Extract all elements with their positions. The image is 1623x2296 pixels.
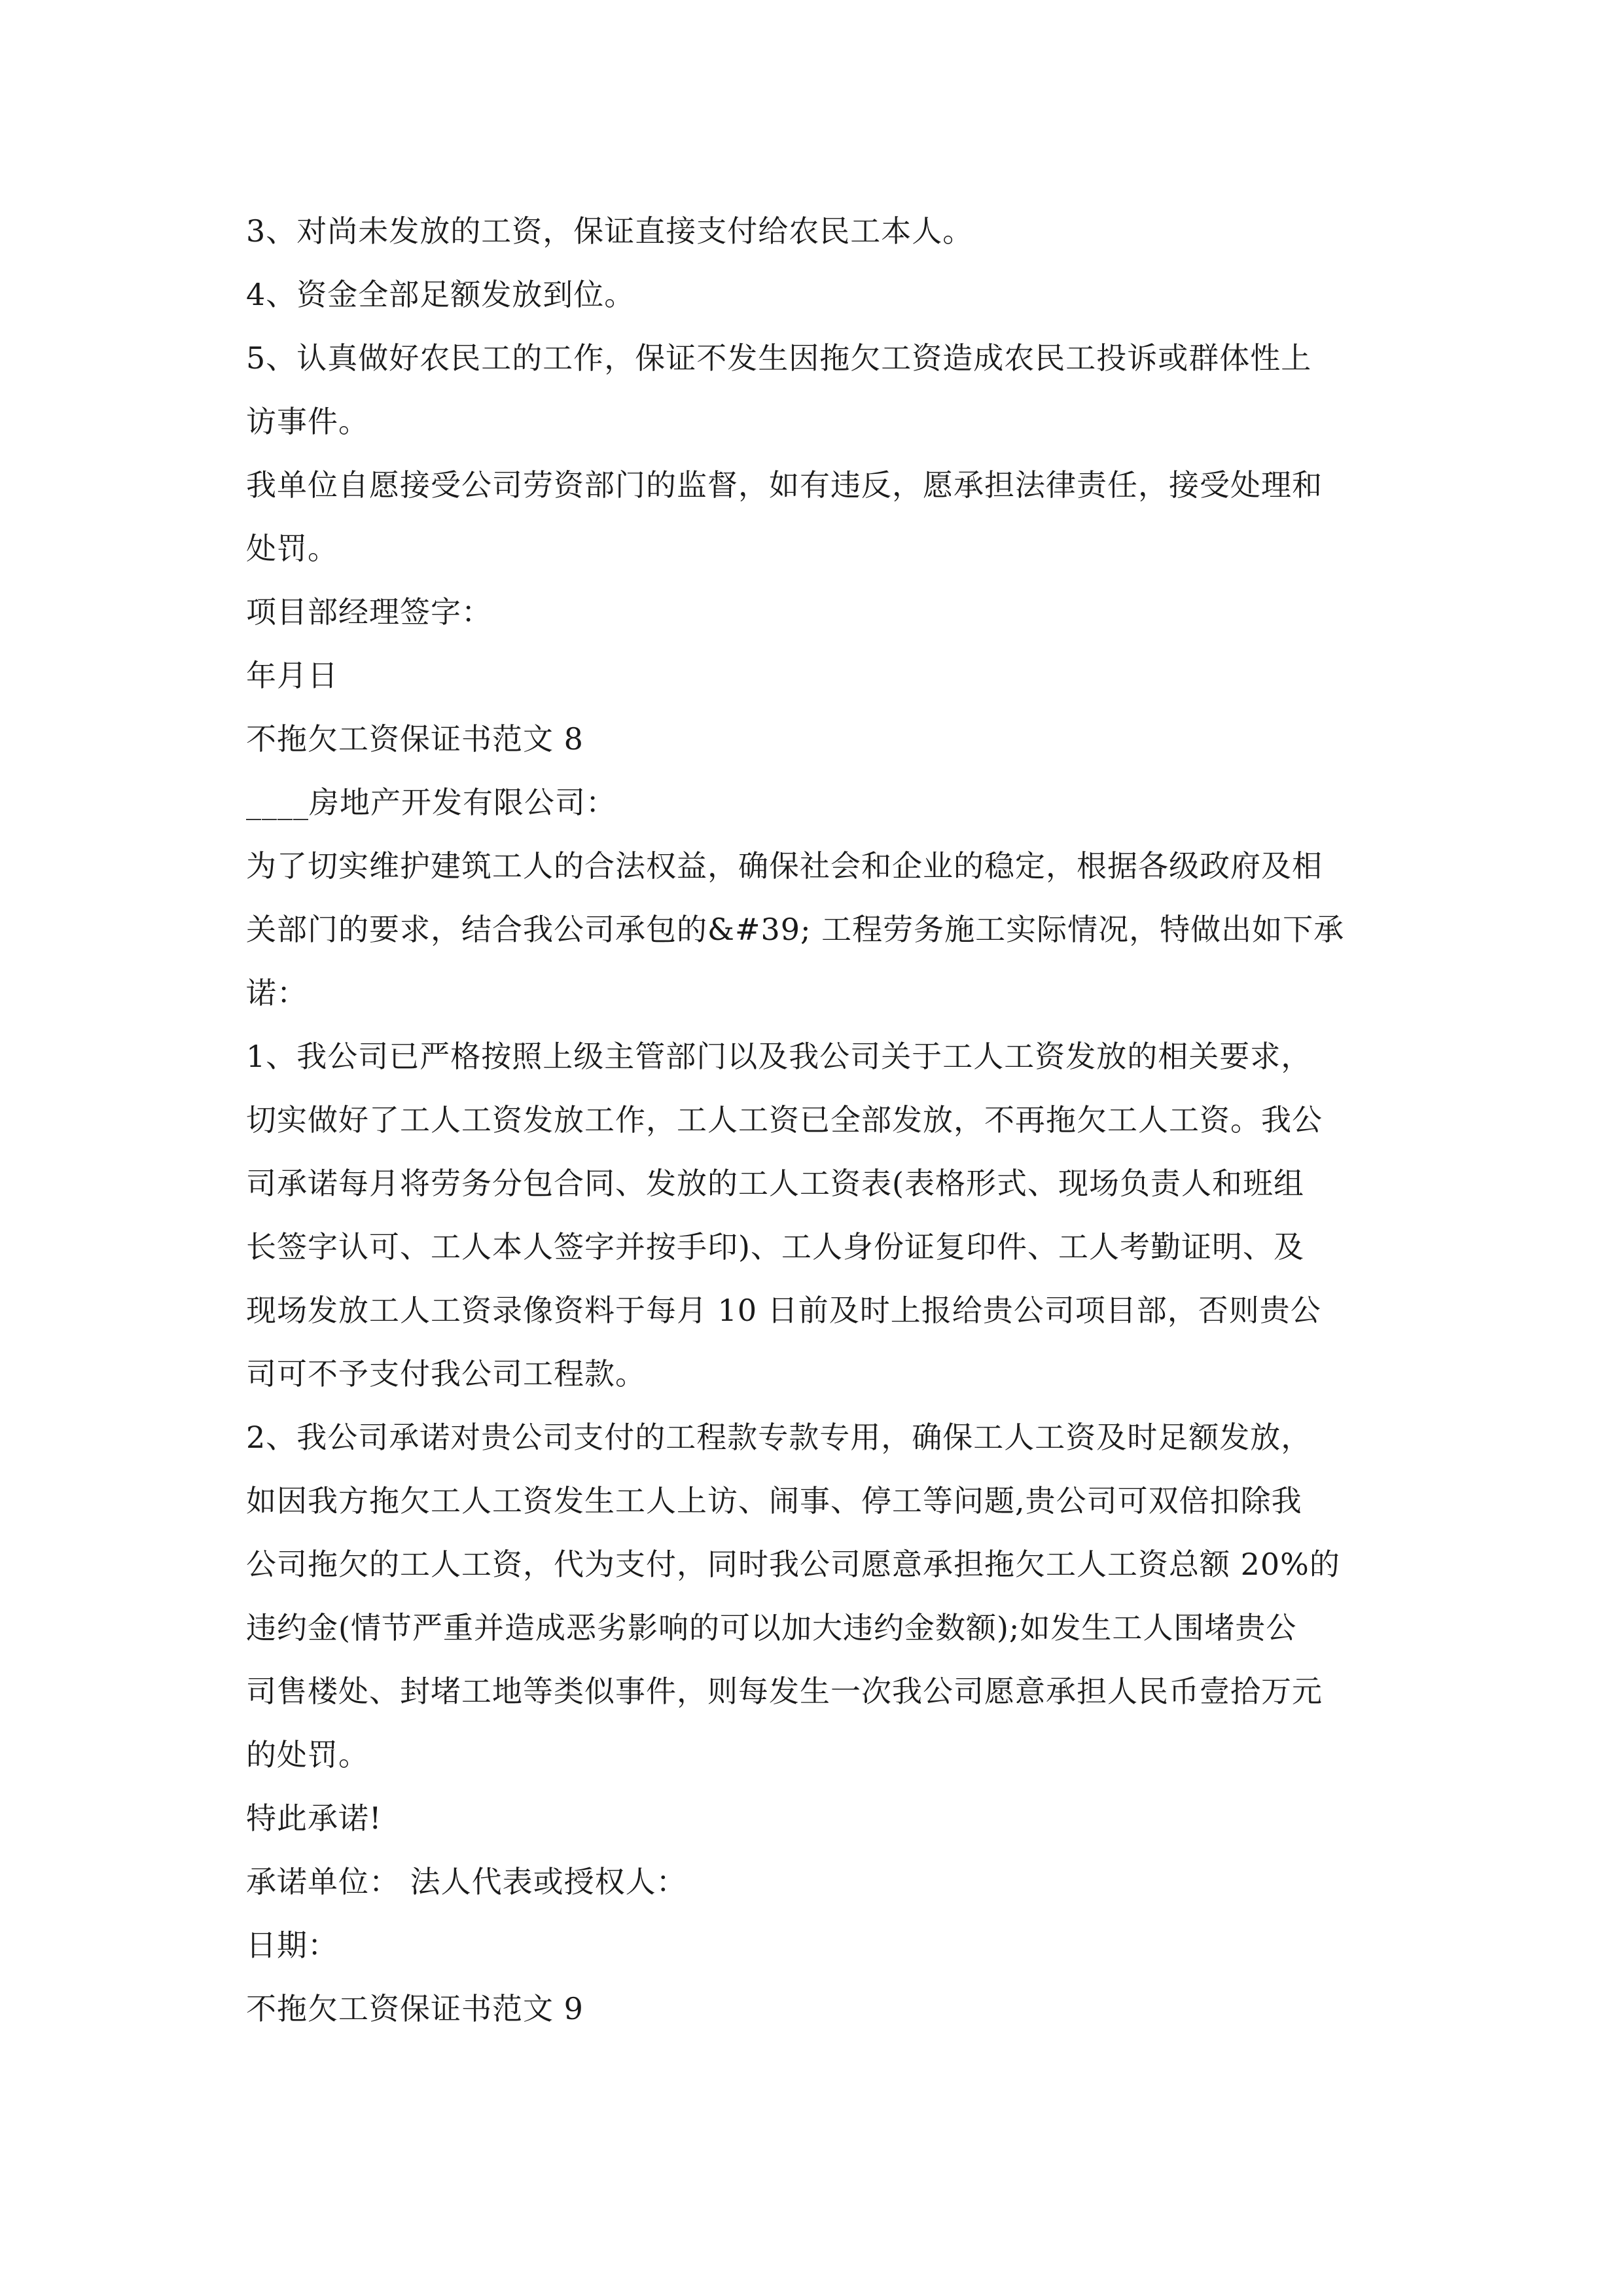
supervision-statement-line-1: 我单位自愿接受公司劳资部门的监督，如有违反，愿承担法律责任，接受处理和 (246, 467, 1323, 503)
clause-1-line-1: 1、我公司已严格按照上级主管部门以及我公司关于工人工资发放的相关要求， (246, 1039, 1312, 1074)
clause-2-line-5: 司售楼处、封堵工地等类似事件，则每发生一次我公司愿意承担人民币壹拾万元 (246, 1674, 1323, 1709)
item-3-line: 3、对尚未发放的工资，保证直接支付给农民工本人。 (246, 213, 974, 249)
intro-paragraph-line-1: 为了切实维护建筑工人的合法权益，确保社会和企业的稳定，根据各级政府及相 (246, 848, 1323, 884)
manager-signature-label: 项目部经理签字： (246, 594, 492, 630)
clause-2-line-2: 如因我方拖欠工人工资发生工人上访、闹事、停工等问题,贵公司可双倍扣除我 (246, 1483, 1302, 1518)
clause-1-line-2: 切实做好了工人工资发放工作，工人工资已全部发放，不再拖欠工人工资。我公 (246, 1102, 1323, 1138)
item-5-line-1: 5、认真做好农民工的工作，保证不发生因拖欠工资造成农民工投诉或群体性上 (246, 340, 1312, 376)
clause-1-line-6: 司可不予支付我公司工程款。 (246, 1356, 646, 1391)
signatory-labels: 承诺单位： 法人代表或授权人： (246, 1864, 687, 1899)
clause-2-line-3: 公司拖欠的工人工资，代为支付，同时我公司愿意承担拖欠工人工资总额 20%的 (246, 1547, 1340, 1582)
date-field-label: 日期： (246, 1928, 338, 1963)
item-4-line: 4、资金全部足额发放到位。 (246, 277, 635, 312)
clause-1-line-4: 长签字认可、工人本人签字并按手印)、工人身份证复印件、工人考勤证明、及 (246, 1229, 1304, 1265)
addressee-line: ____房地产开发有限公司： (246, 785, 616, 820)
document-body (246, 200, 1385, 2041)
clause-2-line-1: 2、我公司承诺对贵公司支付的工程款专款专用，确保工人工资及时足额发放， (246, 1420, 1312, 1455)
supervision-statement-line-2: 处罚。 (246, 531, 338, 566)
clause-2-line-4: 违约金(情节严重并造成恶劣影响的可以加大违约金数额);如发生工人围堵贵公 (246, 1610, 1297, 1645)
closing-statement: 特此承诺! (246, 1801, 382, 1836)
item-5-line-2: 访事件。 (246, 404, 369, 439)
section-heading-9: 不拖欠工资保证书范文 9 (246, 1991, 584, 2026)
clause-2-line-6: 的处罚。 (246, 1737, 369, 1772)
date-label: 年月日 (246, 658, 338, 693)
intro-paragraph-line-2: 关部门的要求，结合我公司承包的&#39; 工程劳务施工实际情况，特做出如下承 (246, 912, 1345, 947)
intro-paragraph-line-3: 诺： (246, 975, 308, 1011)
section-heading-8: 不拖欠工资保证书范文 8 (246, 721, 584, 757)
clause-1-line-5: 现场发放工人工资录像资料于每月 10 日前及时上报给贵公司项目部，否则贵公 (246, 1293, 1321, 1328)
clause-1-line-3: 司承诺每月将劳务分包合同、发放的工人工资表(表格形式、现场负责人和班组 (246, 1166, 1304, 1201)
